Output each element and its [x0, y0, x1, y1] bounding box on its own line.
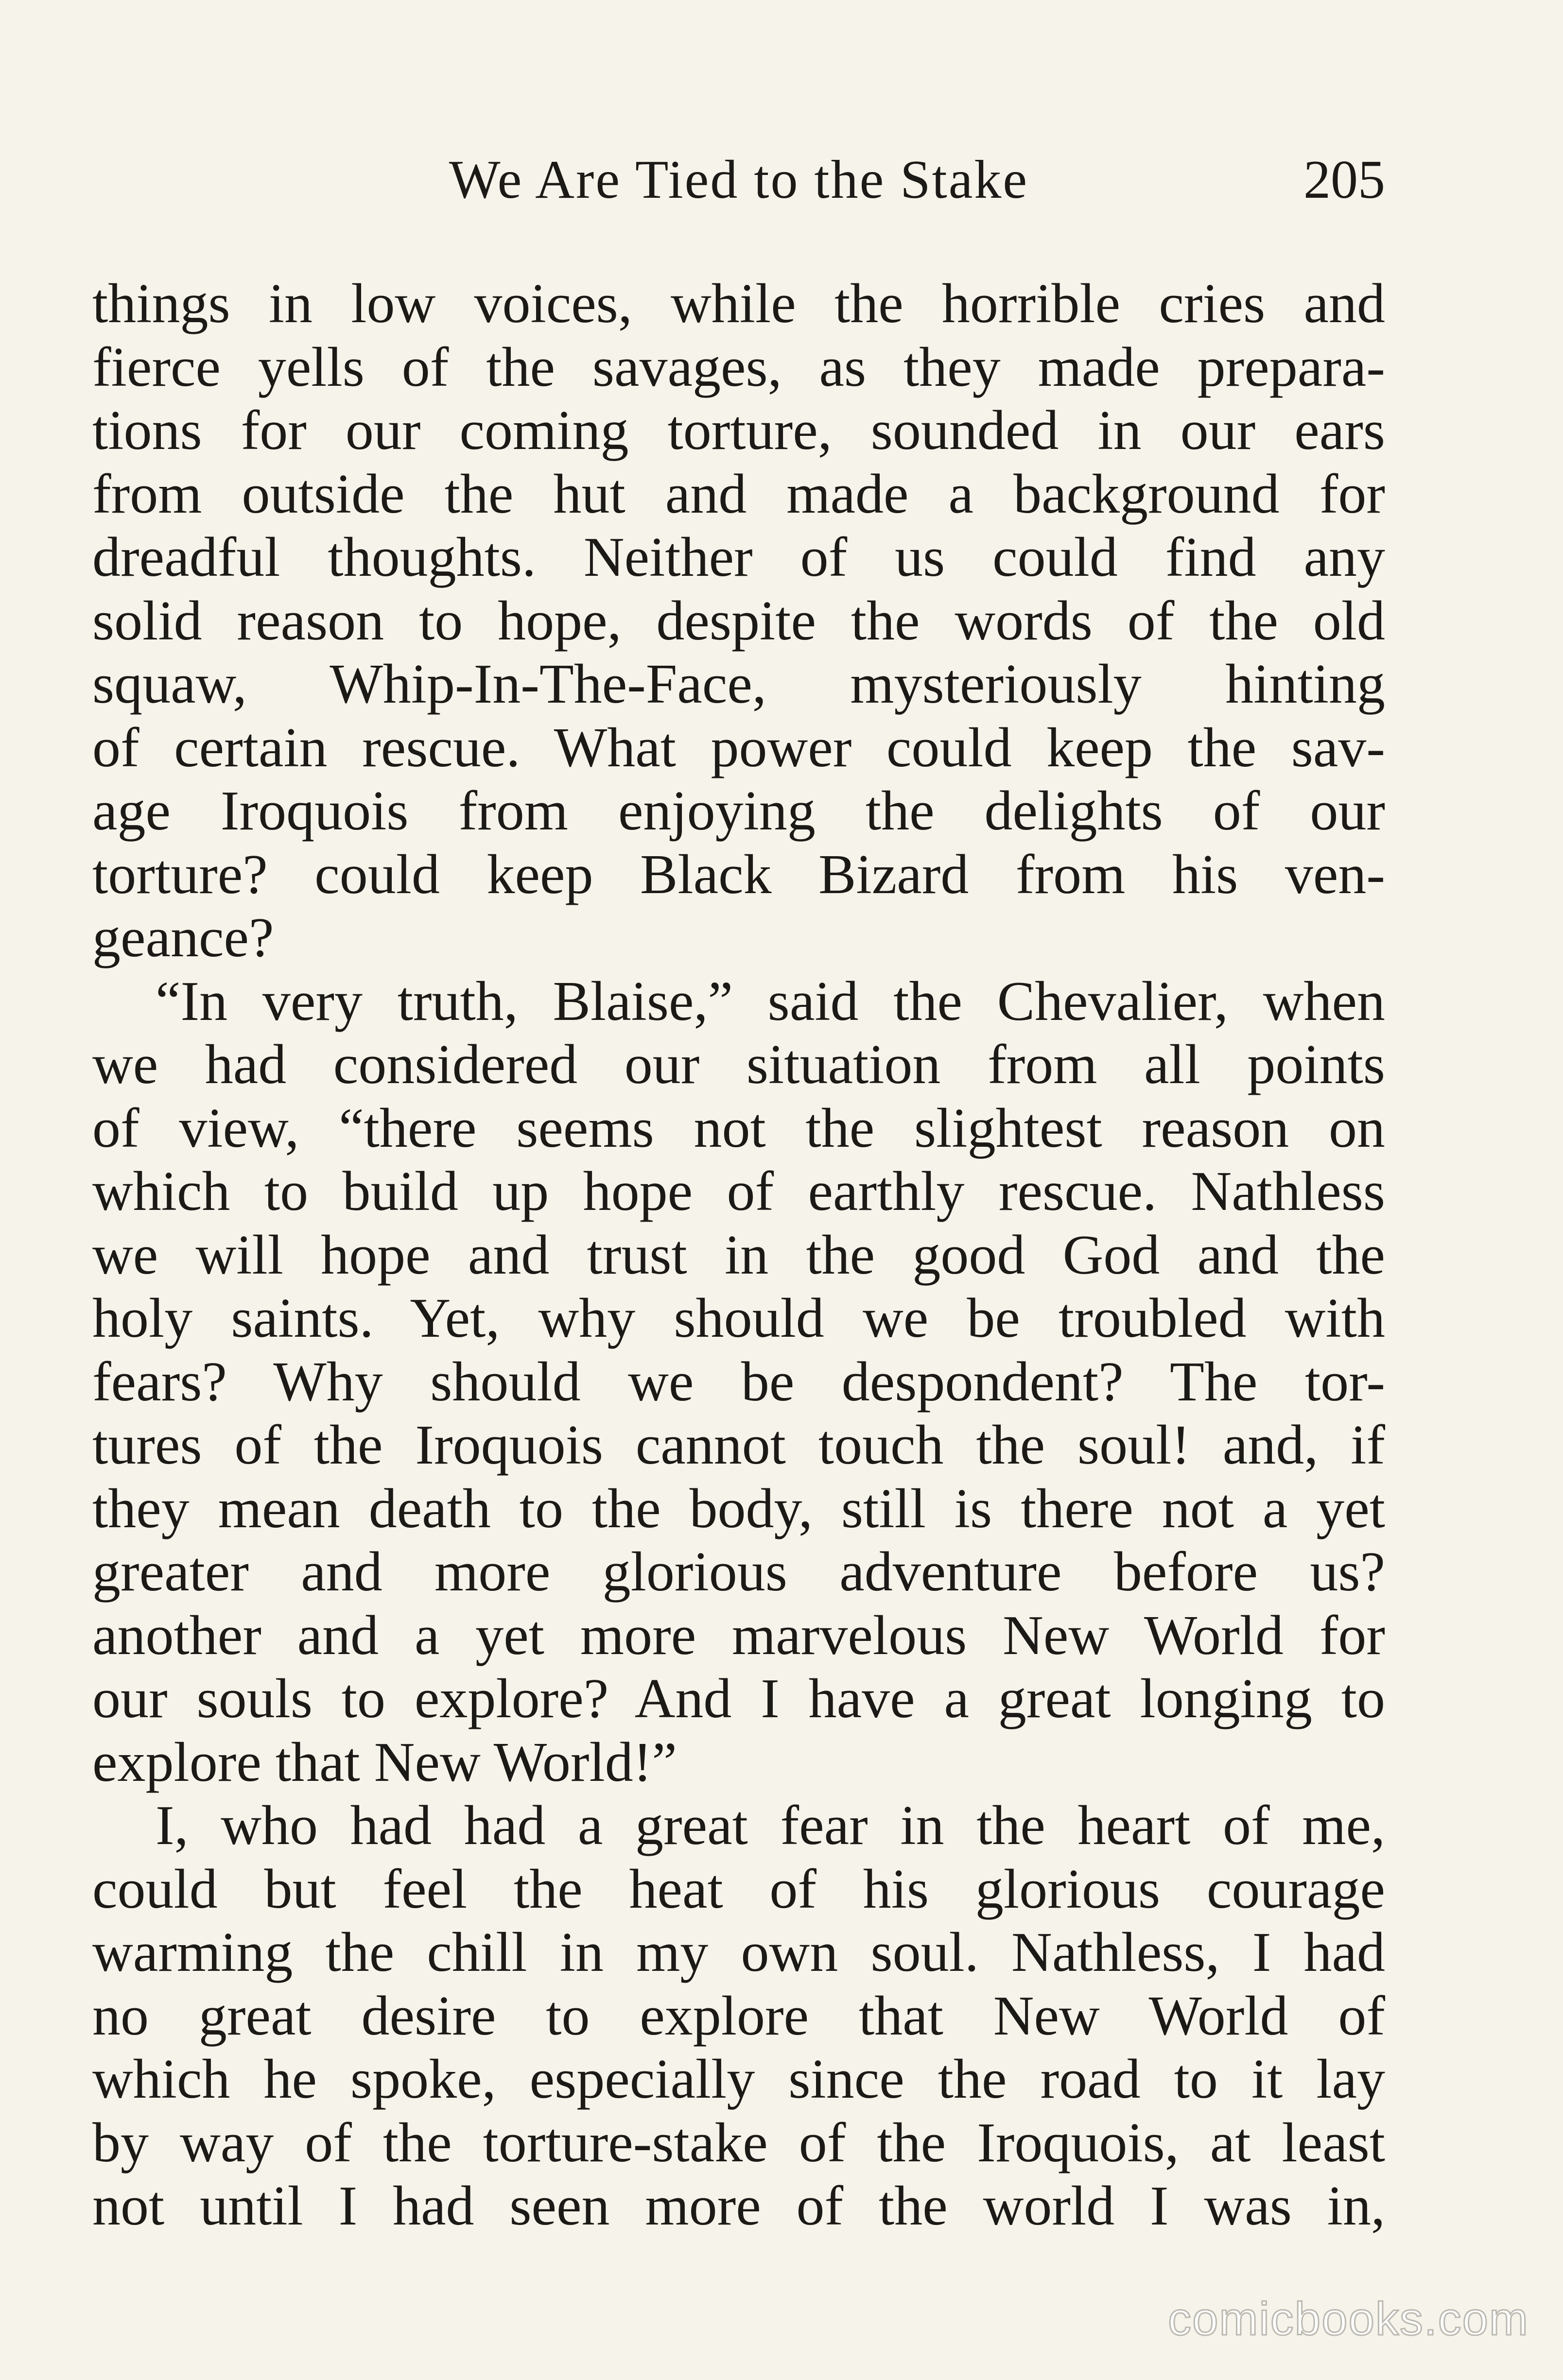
text-line: “In very truth, Blaise,” said the Chevalier, when — [156, 970, 1385, 1033]
text-line: torture? could keep Black Bizard from his ven- — [92, 843, 1385, 906]
text-line: of certain rescue. What power could keep the sav- — [92, 716, 1385, 779]
text-line: could but feel the heat of his glorious courage — [92, 1858, 1385, 1920]
text-line: tions for our coming torture, sounded in our ears — [92, 399, 1385, 462]
text-line: greater and more glorious adventure before us? — [92, 1541, 1385, 1603]
text-line: by way of the torture-stake of the Iroquois, at least — [92, 2111, 1385, 2174]
text-line: solid reason to hope, despite the words of the old — [92, 589, 1385, 652]
text-line: fears? Why should we be despondent? The tor- — [92, 1350, 1385, 1413]
text-line: tures of the Iroquois cannot touch the soul! and, if — [92, 1414, 1385, 1476]
text-line: no great desire to explore that New World of — [92, 1984, 1385, 2047]
text-line: dreadful thoughts. Neither of us could find any — [92, 526, 1385, 588]
running-title: We Are Tied to the Stake — [449, 150, 1029, 210]
body-text — [92, 272, 1385, 2238]
page-number: 205 — [1303, 150, 1385, 210]
text-line: they mean death to the body, still is there not a yet — [92, 1477, 1385, 1540]
text-line: I, who had had a great fear in the heart of me, — [156, 1794, 1385, 1857]
text-line: fierce yells of the savages, as they made prepara- — [92, 336, 1385, 398]
text-line: which to build up hope of earthly rescue. Nathless — [92, 1160, 1385, 1223]
text-line: of view, “there seems not the slightest reason on — [92, 1097, 1385, 1159]
text-line: age Iroquois from enjoying the delights of our — [92, 780, 1385, 842]
text-line: we had considered our situation from all points — [92, 1034, 1385, 1096]
page-header — [92, 141, 1385, 219]
text-line: explore that New World!” — [92, 1731, 677, 1794]
text-line: warming the chill in my own soul. Nathless, I had — [92, 1921, 1385, 1983]
text-line: another and a yet more marvelous New World for — [92, 1604, 1385, 1667]
text-line: geance? — [92, 907, 274, 969]
text-line: from outside the hut and made a background for — [92, 463, 1385, 525]
text-line: things in low voices, while the horrible cries and — [92, 273, 1385, 335]
text-line: which he spoke, especially since the road to it lay — [92, 2048, 1385, 2110]
watermark: comicbooks.com — [1168, 2293, 1529, 2345]
text-line: squaw, Whip-In-The-Face, mysteriously hinting — [92, 653, 1385, 715]
text-line: our souls to explore? And I have a great longing to — [92, 1668, 1385, 1730]
text-line: not until I had seen more of the world I was in, — [92, 2175, 1385, 2237]
text-line: we will hope and trust in the good God and the — [92, 1224, 1385, 1286]
text-line: holy saints. Yet, why should we be troubled with — [92, 1287, 1385, 1349]
